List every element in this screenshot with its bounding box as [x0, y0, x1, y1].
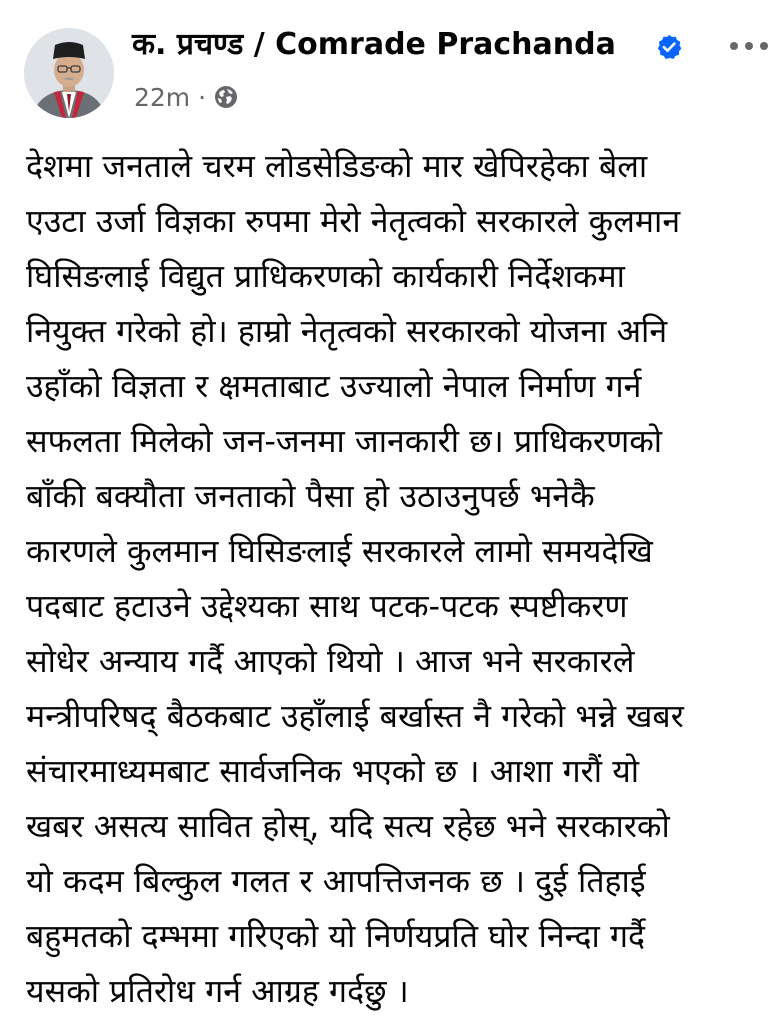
post-text-line: बहुमतको दम्भमा गरिएको यो निर्णयप्रति घोर निन्दा गर्दै: [26, 917, 646, 955]
more-options-icon[interactable]: [728, 36, 770, 56]
post-text-line: पदबाट हटाउने उद्देश्यका साथ पटक-पटक स्पष्टीकरण: [26, 587, 628, 625]
post-text-line: यो कदम बिल्कुल गलत र आपत्तिजनक छ । दुई तिहाई: [26, 862, 646, 900]
post-text-line: एउटा उर्जा विज्ञका रुपमा मेरो नेतृत्वको सरकारले कुलमान: [26, 202, 681, 240]
verified-badge-icon: [655, 33, 683, 61]
author-name[interactable]: क. प्रचण्ड / Comrade Prachanda: [132, 27, 616, 62]
separator-dot: ·: [198, 82, 207, 112]
post-text-line: घिसिङलाई विद्युत प्राधिकरणको कार्यकारी निर्देशकमा: [26, 257, 625, 295]
profile-photo: [24, 28, 114, 118]
post-text-line: नियुक्त गरेको हो। हाम्रो नेतृत्वको सरकारको योजना अनि: [26, 312, 668, 350]
post-text-line: सफलता मिलेको जन-जनमा जानकारी छ। प्राधिकरणको: [26, 422, 663, 460]
timestamp[interactable]: 22m: [134, 82, 191, 112]
post-text-line: कारणले कुलमान घिसिङलाई सरकारले लामो समयदेखि: [26, 532, 653, 570]
avatar[interactable]: [24, 28, 114, 118]
post-text-line: संचारमाध्यमबाट सार्वजनिक भएको छ । आशा गरौं यो: [26, 752, 640, 790]
post-text-line: मन्त्रीपरिषद् बैठकबाट उहाँलाई बर्खास्त नै गरेको भन्ने खबर: [26, 697, 684, 735]
post-text-line: उहाँको विज्ञता र क्षमताबाट उज्यालो नेपाल निर्माण गर्न: [26, 367, 642, 405]
globe-icon[interactable]: [214, 85, 238, 109]
post-body: [26, 139, 766, 1019]
post-text-line: खबर असत्य सावित होस्, यदि सत्य रहेछ भने सरकारको: [26, 807, 670, 845]
post-text-line: बाँकी बक्यौता जनताको पैसा हो उठाउनुपर्छ भनेकै: [26, 477, 595, 515]
post-meta: [134, 80, 238, 114]
post-text-line: यसको प्रतिरोध गर्न आग्रह गर्दछु ।: [26, 972, 409, 1010]
post-text-line: देशमा जनताले चरम लोडसेडिङको मार खेपिरहेका बेला: [26, 147, 648, 185]
post-text-line: सोधेर अन्याय गर्दै आएको थियो । आज भने सरकारले: [26, 642, 635, 680]
